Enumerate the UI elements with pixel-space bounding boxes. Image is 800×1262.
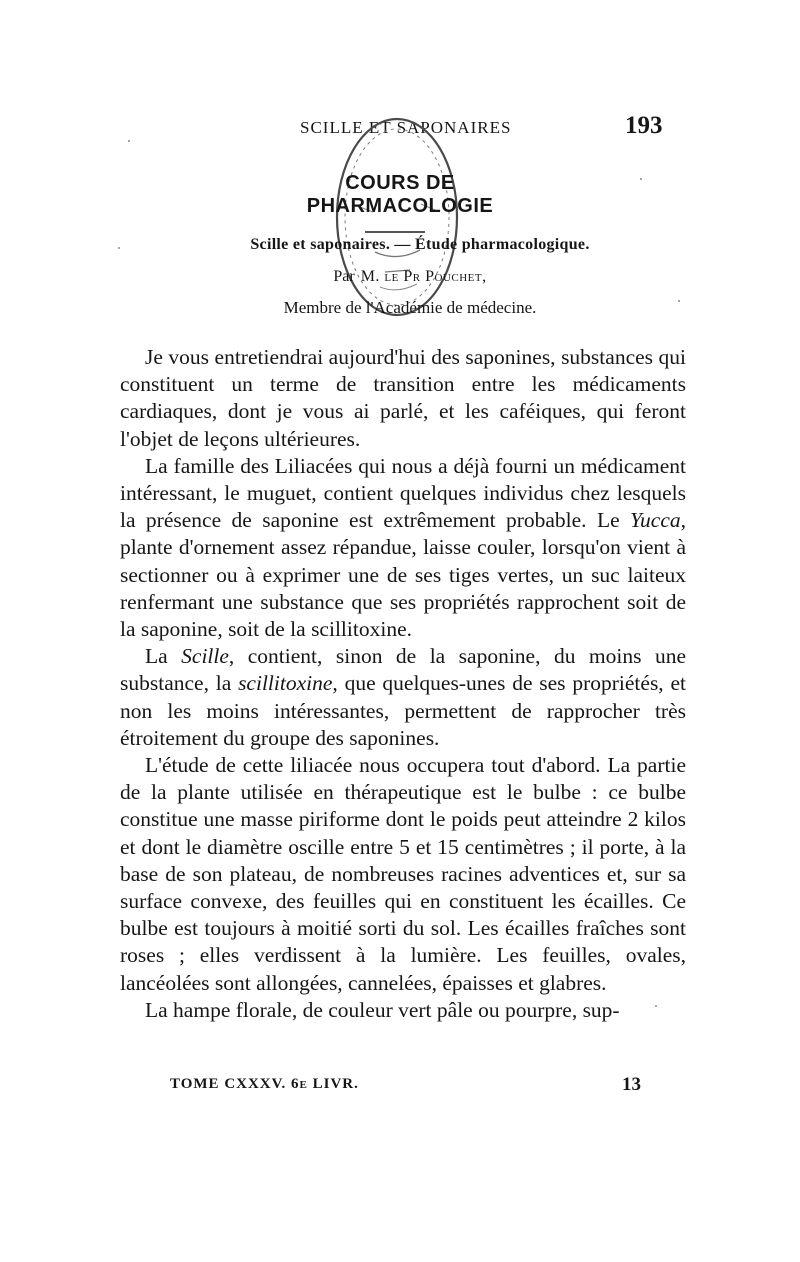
scillitoxine-term: scillitoxine [238, 671, 333, 696]
byline [110, 268, 710, 286]
byline-prefix: Par [333, 268, 355, 285]
yucca-term: Yucca [630, 508, 681, 533]
scan-speck [678, 300, 680, 302]
author-name: M. le Pr Pouchet, [360, 268, 487, 285]
paragraph-3 [120, 643, 686, 752]
author-affiliation: Membre de l'Académie de médecine. [283, 298, 537, 317]
paragraph-2-part-a: La famille des Liliacées qui nous a déjà fourni un médicament intéressant, le muguet, contient quelques individus chez lesquels la présence de saponine est extrêmement probable. Le [120, 453, 686, 533]
signature-number: 13 [622, 1074, 641, 1095]
paragraph-3-part-a: La [145, 644, 182, 669]
paragraph-2-part-b: , plante d'ornement assez répandue, laisse couler, lorsqu'on vient à sectionner ou à exprimer une de ses tiges vertes, un suc laiteux renfermant une substance que ses propriétés rapprochent soit de la saponine, soit de la scillitoxine. [120, 508, 686, 642]
paragraph-5: La hampe florale, de couleur vert pâle ou pourpre, sup- [145, 997, 620, 1022]
paragraph-2 [120, 453, 686, 643]
course-heading: COURS DE PHARMACOLOGIE [306, 172, 494, 217]
scille-term: Scille [181, 644, 229, 669]
scan-speck [655, 1005, 657, 1007]
page-number: 193 [625, 112, 663, 139]
body-text [120, 344, 686, 1024]
scan-speck [118, 247, 120, 249]
running-title: SCILLE ET SAPONAIRES [300, 118, 512, 137]
scan-speck [640, 178, 642, 180]
volume-line: TOME CXXXV. 6e LIVR. [170, 1076, 359, 1092]
paragraph-3-part-b: , contient, sinon de la saponine, du moins une substance, la [120, 644, 686, 696]
page-footer [0, 1076, 800, 1102]
paragraph-3-part-c: , que quelques-unes de ses propriétés, et non les moins intéressantes, permettent de rapprocher très étroitement du groupe des saponines. [120, 671, 686, 750]
paragraph-1: Je vous entretiendrai aujourd'hui des saponines, substances qui constituent un terme de transition entre les médicaments cardiaques, dont je vous ai parlé, et les caféiques, qui feront l'objet de leçons ultérieures. [120, 345, 686, 451]
paragraph-4: L'étude de cette liliacée nous occupera tout d'abord. La partie de la plante utilisée en thérapeutique est le bulbe : ce bulbe constitue une masse piriforme dont le poids peut atteindre 2 kilos et dont le diamètre oscille entre 5 et 15 centimètres ; il porte, à la base de son plateau, de nombreuses racines adventices et, sur sa surface convexe, des feuilles qui en constituent les écailles. Ce bulbe est toujours à moitié sorti du sol. Les écailles fraîches sont roses ; elles verdissent à la lumière. Les feuilles, ovales, lancéolées sont allongées, cannelées, épaisses et glabres. [120, 753, 686, 995]
scan-speck [128, 140, 130, 142]
article-title: Scille et saponaires. — Étude pharmacologique. [250, 236, 590, 253]
